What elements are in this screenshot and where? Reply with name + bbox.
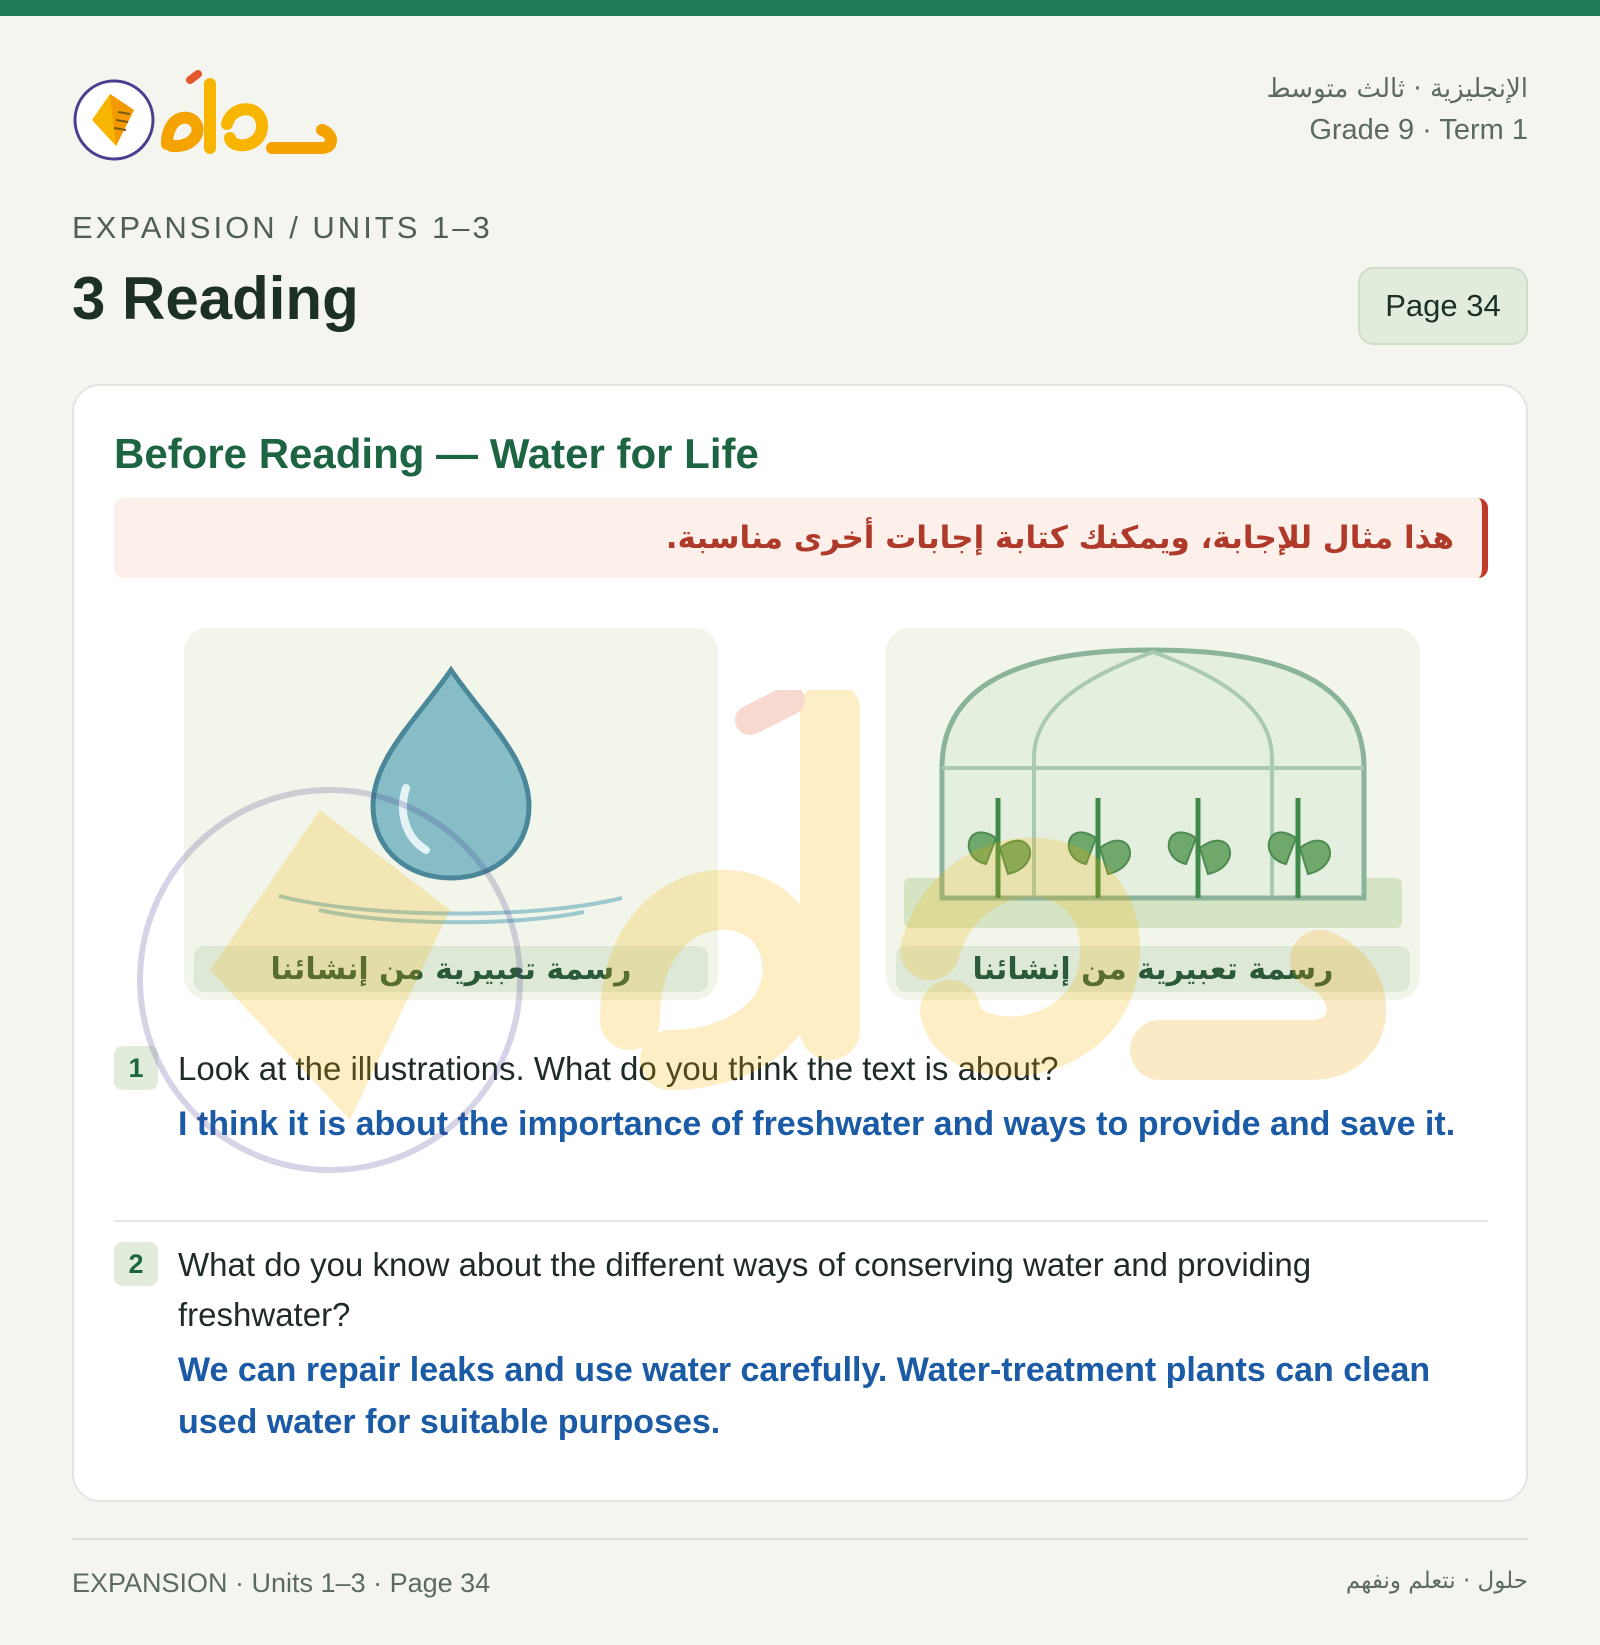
answer-text: We can repair leaks and use water carefully. Water-treatment plants can clean used water for suitable purposes.	[178, 1351, 1431, 1441]
question-number: 2	[114, 1242, 158, 1286]
greenhouse-icon	[886, 628, 1420, 1000]
question-text: What do you know about the different ways of conserving water and providing freshwater?	[178, 1246, 1312, 1333]
brand-logo	[72, 64, 342, 174]
header-meta	[1267, 74, 1528, 147]
footer-brand-tagline: حلول · نتعلم ونفهم	[1345, 1568, 1528, 1594]
section-kicker: EXPANSION / UNITS 1–3	[72, 210, 493, 245]
page-title: 3 Reading	[72, 265, 359, 332]
illustration-caption: رسمة تعبيرية من إنشائنا	[896, 946, 1410, 992]
subject-label: الإنجليزية · ثالث متوسط	[1266, 74, 1528, 104]
grade-term-label: Grade 9 · Term 1	[1309, 114, 1528, 146]
page-number-badge: Page 34	[1358, 267, 1528, 345]
header	[72, 64, 1528, 174]
answer-text: I think it is about the importance of freshwater and ways to provide and save it.	[178, 1105, 1456, 1143]
top-bar	[0, 0, 1600, 16]
content-card	[72, 384, 1528, 1502]
question-number: 1	[114, 1046, 158, 1090]
illustration-greenhouse	[886, 628, 1420, 1000]
illustration-water	[184, 628, 718, 1000]
water-drop-icon	[184, 628, 718, 1000]
footer-divider	[72, 1538, 1528, 1540]
question-text: Look at the illustrations. What do you think the text is about?	[178, 1050, 1059, 1087]
footer-breadcrumb: EXPANSION · Units 1–3 · Page 34	[72, 1568, 491, 1598]
question-2	[114, 1240, 1490, 1448]
answer-note: هذا مثال للإجابة، ويمكنك كتابة إجابات أخرى مناسبة.	[114, 498, 1488, 578]
question-divider	[114, 1220, 1488, 1222]
card-title: Before Reading — Water for Life	[114, 430, 759, 477]
question-1	[114, 1044, 1490, 1150]
illustration-caption: رسمة تعبيرية من إنشائنا	[194, 946, 708, 992]
